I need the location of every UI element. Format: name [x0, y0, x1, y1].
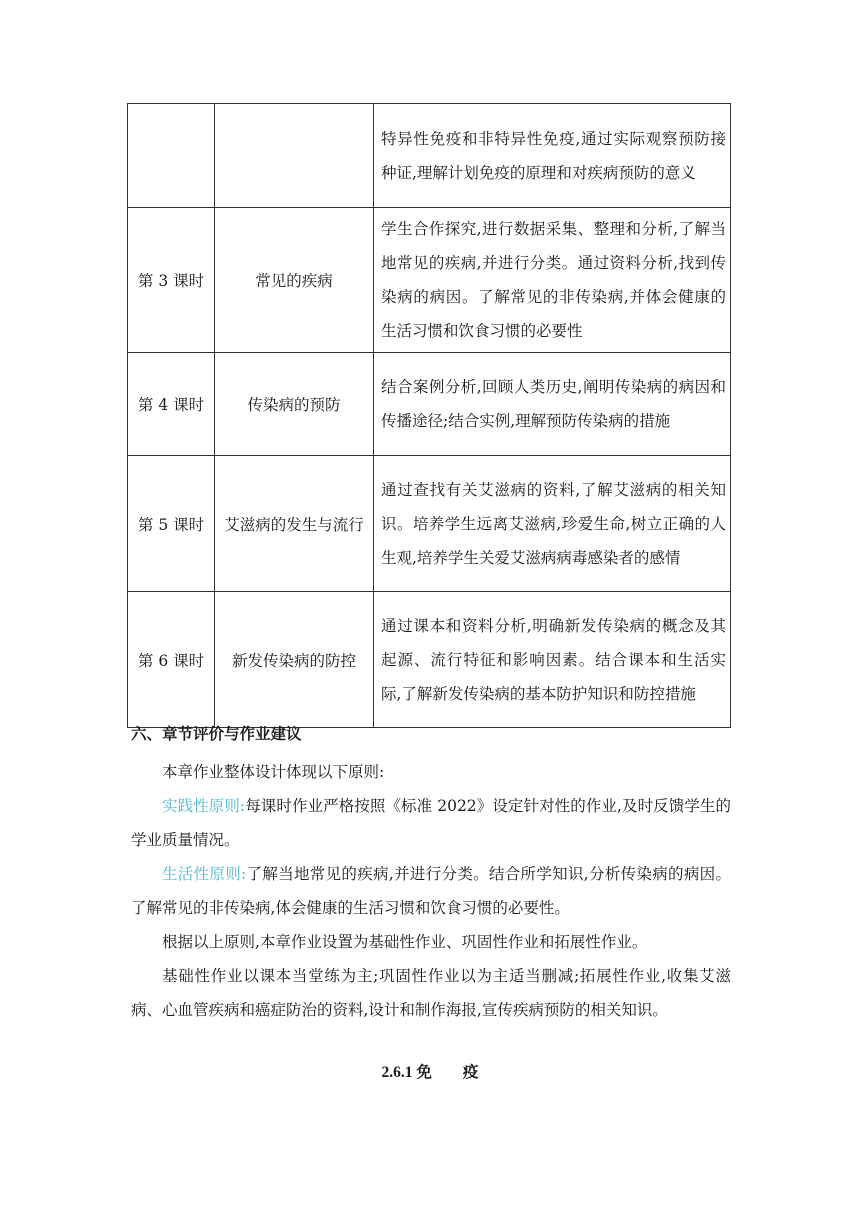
table-row: [128, 456, 731, 592]
topic-cell: 传染病的预防: [215, 353, 374, 456]
principle-practice-paragraph: [131, 789, 731, 857]
principle-life-text: 了解当地常见的疾病,并进行分类。结合所学知识,分析传染病的病因。了解常见的非传染病,体会健康的生活习惯和饮食习惯的必要性。: [131, 865, 731, 917]
lesson-cell: 第 3 课时: [128, 208, 215, 353]
principle-life-label: 生活性原则:: [162, 865, 247, 883]
content-cell: 学生合作探究,进行数据采集、整理和分析,了解当地常见的疾病,并进行分类。通过资料分析,找到传染病的病因。了解常见的非传染病,并体会健康的生活习惯和饮食习惯的必要性: [374, 208, 731, 353]
table-row: [128, 353, 731, 456]
topic-cell: [215, 104, 374, 208]
lesson-plan-table: [127, 103, 731, 728]
topic-cell: 新发传染病的防控: [215, 592, 374, 728]
section-heading: 六、章节评价与作业建议: [131, 724, 302, 743]
principle-practice-text: 每课时作业严格按照《标准 2022》设定针对性的作业,及时反馈学生的学业质量情况。: [131, 797, 731, 849]
principle-life-paragraph: [131, 857, 731, 925]
lesson-title: 2.6.1 免 疫: [381, 1064, 479, 1081]
table-row: [128, 208, 731, 353]
lesson-cell: [128, 104, 215, 208]
lesson-cell: 第 4 课时: [128, 353, 215, 456]
intro-paragraph: 本章作业整体设计体现以下原则:: [162, 763, 385, 781]
content-cell: 特异性免疫和非特异性免疫,通过实际观察预防接种证,理解计划免疫的原理和对疾病预防的意义: [374, 104, 731, 208]
principle-practice-label: 实践性原则:: [162, 797, 246, 815]
table-row: [128, 592, 731, 728]
detail-paragraph: 基础性作业以课本当堂练为主;巩固性作业以为主适当删减;拓展性作业,收集艾滋病、心血管疾病和癌症防治的资料,设计和制作海报,宣传疾病预防的相关知识。: [131, 967, 731, 1019]
lesson-cell: 第 5 课时: [128, 456, 215, 592]
topic-cell: 常见的疾病: [215, 208, 374, 353]
topic-cell: 艾滋病的发生与流行: [215, 456, 374, 592]
lesson-cell: 第 6 课时: [128, 592, 215, 728]
summary-paragraph: 根据以上原则,本章作业设置为基础性作业、巩固性作业和拓展性作业。: [162, 933, 648, 951]
content-cell: 结合案例分析,回顾人类历史,阐明传染病的病因和传播途径;结合实例,理解预防传染病的措施: [374, 353, 731, 456]
content-cell: 通过课本和资料分析,明确新发传染病的概念及其起源、流行特征和影响因素。结合课本和生活实际,了解新发传染病的基本防护知识和防控措施: [374, 592, 731, 728]
content-cell: 通过查找有关艾滋病的资料,了解艾滋病的相关知识。培养学生远离艾滋病,珍爱生命,树立正确的人生观,培养学生关爱艾滋病病毒感染者的感情: [374, 456, 731, 592]
table-row: [128, 104, 731, 208]
